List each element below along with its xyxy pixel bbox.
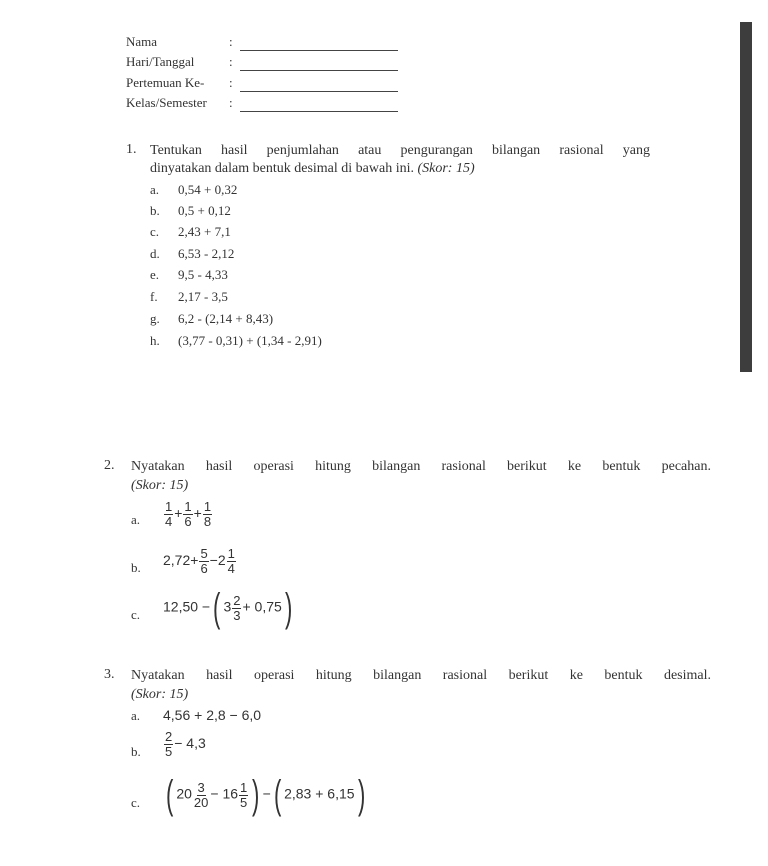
question-number: 3.	[104, 667, 115, 682]
fraction: $\frac{1}{4}$	[227, 546, 235, 576]
field-line-nama	[240, 50, 398, 51]
field-label-pertemuan: Pertemuan Ke-	[126, 75, 205, 90]
list-item: f. 2,17 - 3,5	[150, 289, 228, 304]
math-expression: 12,50 −( 3 $\frac{2}{3}$ + 0,75)	[163, 586, 293, 630]
field-colon: :	[229, 34, 233, 49]
field-colon: :	[229, 54, 233, 69]
question-score: (Skor: 15)	[131, 478, 189, 493]
list-item-mark: b.	[131, 560, 141, 575]
fraction: $\frac{1}{8}$	[203, 499, 212, 529]
field-label-kelas-semester: Kelas/Semester	[126, 95, 207, 110]
scroll-bar-decoration	[740, 22, 752, 372]
list-item: b. 0,5 + 0,12	[150, 203, 231, 218]
question-number: 1.	[126, 142, 137, 157]
list-item-mark: c.	[131, 795, 141, 810]
question-text-line2	[150, 160, 475, 178]
fraction: $\frac{5}{6}$	[200, 546, 208, 576]
question-score: (Skor: 15)	[417, 161, 475, 176]
field-colon: :	[229, 95, 233, 110]
question-text: Tentukan hasil penjumlahan atau pengurangan bilangan rasional yang	[150, 143, 650, 158]
question-text-cont: dinyatakan dalam bentuk desimal di bawah ini.	[150, 161, 414, 176]
list-item-mark: a.	[131, 512, 141, 527]
list-item: a. 0,54 + 0,32	[150, 182, 238, 197]
math-expression: 4,56 + 2,8 − 6,0	[163, 707, 262, 723]
list-item-mark: c.	[131, 607, 141, 622]
math-expression: $\frac{1}{4}$ + $\frac{1}{6}$ + $\frac{1}{8}$	[165, 499, 212, 529]
list-item: h. (3,77 - 0,31) + (1,34 - 2,91)	[150, 333, 322, 348]
question-score: (Skor: 15)	[131, 687, 189, 702]
field-label-nama: Nama	[126, 34, 158, 49]
fraction: $\frac{1}{6}$	[184, 499, 192, 529]
math-expression: 2,72+ $\frac{5}{6}$ −2 $\frac{1}{4}$	[163, 546, 235, 576]
question-number: 2.	[104, 458, 115, 473]
math-expression: $\frac{2}{5}$ − 4,3	[165, 729, 206, 759]
question-text: Nyatakan hasil operasi hitung bilangan rasional berikut ke bentuk desimal.	[131, 668, 711, 683]
fraction: $\frac{2}{5}$	[165, 729, 173, 759]
fraction: $\frac{1}{5}$	[240, 779, 248, 810]
question-text: Nyatakan hasil operasi hitung bilangan rasional berikut ke bentuk pecahan.	[131, 459, 711, 474]
math-expression: ( 20 $\frac{3}{20}$ − 16 $\frac{1}{5}$ ) −( 2,83 + 6,15)	[165, 773, 365, 817]
fraction: $\frac{1}{4}$	[165, 499, 173, 529]
field-line-pertemuan	[240, 91, 398, 92]
list-item: g. 6,2 - (2,14 + 8,43)	[150, 311, 274, 326]
list-item-mark: b.	[131, 744, 141, 759]
list-item: e. 9,5 - 4,33	[150, 267, 228, 282]
field-label-hari-tanggal: Hari/Tanggal	[126, 54, 195, 69]
list-item-mark: a.	[131, 708, 141, 723]
fraction: $\frac{2}{3}$	[233, 592, 241, 623]
field-line-kelas-semester	[240, 111, 398, 112]
list-item: d. 6,53 - 2,12	[150, 246, 235, 261]
fraction: $\frac{3}{20}$	[193, 779, 209, 810]
list-item: c. 2,43 + 7,1	[150, 224, 231, 239]
field-colon: :	[229, 75, 233, 90]
field-line-hari-tanggal	[240, 70, 398, 71]
